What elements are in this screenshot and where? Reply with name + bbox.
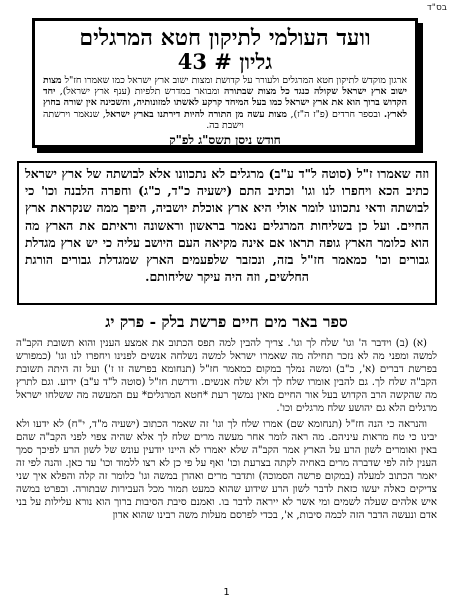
desc-bold-1: מצות ישוב ארץ ישראל שקולה כנגד כל מצות שבתורה [43, 75, 407, 98]
header-box [32, 18, 418, 148]
body-paragraph: והנראה כי הנה חז"ל (תנחומא שם) אמרו שלח לך וגו' זה שאמר הכתוב (ישעיה מ"ד, י"ח) לא ידעו ולא יבינו כי טח מראות עיניהם. מה ראה לומר אחר מעשה מרים שלח לך אלא שהיה צפוי לפני הקב"ה שהם באין ואומרים לשון הרע על הארץ אמר הקב"ה שלא יאמרו לא היינו יודעין עונש של לשון הרע לפיכך סמך הענין לזה לפי שדברה מרים באחיה לקתה בצרעת וכו' ואף על פי כן לא רצו ללמוד וכו' עד כאן. והנה לפי זה יאמר הכתוב למעלה (במקום פרשה הסמוכה) ותדבר מרים ואהרן במשה וגו' כלומר זה קלה והפלא איך שני צדיקים כאלה יעשו כזאת לדבר לשון הרע שידוע שהוא כמעט תמור מכל העבירות שבתורה. ובפרט במשה איש אלהים שעלה לשמים ומי אשר לא ייראה לדבר בו. ואמנם סיבת הסיבות ברוך הוא נורא עלילות על בני אדם ונעשה הדבר הזה לכמה סיבות, א', בכדי לפרסם מעלות משה רבינו שהוא אדון [16, 419, 437, 521]
header-date: חודש ניסן תשס"ג לפ"ק [169, 133, 281, 148]
section-title: ספר באר מים חיים פרשת בלק - פרק יג [105, 312, 348, 331]
header-title: וועד העולמי לתיקון חטא המרגלים [79, 25, 371, 51]
desc-bold-2: יחד הקדוש ברוך הוא את ארץ ישראל כמו בעל המיחד קרקע לאשתו למזונותיה, והשכינה אין שורה בחוץ לארץ. [43, 86, 407, 120]
desc-text-4: , שנאמר וירשתה וישבת בה. [43, 108, 244, 131]
corner-mark: בס"ד [426, 3, 447, 13]
body-text [16, 338, 437, 527]
page-number: 1 [223, 587, 230, 598]
desc-bold-3: מצות עשה מן התורה להיות דירתנו בארץ ישראל [105, 108, 287, 120]
header-description [43, 75, 407, 131]
desc-text-1: ארגון מוקדש לתיקון חטא המרגלים ולעורר על קדושת ומצות ישוב ארץ ישראל כמו שאמרו חז"ל [61, 75, 407, 86]
quote-box: וזה שאמרו ז"ל (סוטה ל"ד ע"ב) מרגלים לא נתכוונו אלא לבושתה של ארץ ישראל כתיב הכא ויחפרו לנו וגו' וכתיב התם (ישעיה כ"ד, כ"ג) וחפרה הלבנה וכו' כי לבושתה ודאי נתכוונו לומר אולי היא ארץ אוכלת יושביה, היפך ממה שנקראת ארץ החיים. ועל כן בשליחות המרגלים נאמר בראשון וראשונה וראיתם את הארץ מה הוא כלומר הארץ גופה תראו אם אינה מקיאה העם היושב עליה כי יש ארץ מגדלת גבורים וכו' כמאמר חז"ל בזה, ונכזבר שלפעמים הארץ שמגדלת גבורים הורגת החלשים, וזה היה עיקר שליחותם. [17, 161, 437, 305]
issue-number: גליון # 43 [177, 49, 273, 74]
desc-text-2: ומבואר במדרש תלפיות (ענף ארץ ישראל), [55, 86, 224, 98]
desc-text-3: ובספר חרדים (פ"ז ה"ז), [287, 108, 384, 120]
body-paragraph: (א) (ב) וידבר ה' וגו' שלח לך וגו'. צריך להבין למה תפס הכתוב את אמצע הענין והוא תשובת הקב"ה למשה ומפני מה לא נזכר תחילה מה שאמרו ישראל למשה נשלחה אנשים לפנינו ויחפרו לנו וגו' (כמפורש בפרשת דברים (א', כ"ב) ומשה נמלך במקום כמאמר חז"ל (תנחומא בפרשה זו ז') ועל זה היתה תשובת הקב"ה שלח לך. גם להבין אומרו שלח לך ולא שלח אנשים. ודרשת חז"ל (סוטה ל"ד ע"ב) ידוע. וגם לתרץ מה שהקשה הרב הקדוש בעל אור החיים מאין נמשך רעת *חטא המרגלים* עם המעשה מה ששלחו ישראל מרגלים הלא גם יהושע שלח מרגלים וכו'. [16, 338, 437, 414]
